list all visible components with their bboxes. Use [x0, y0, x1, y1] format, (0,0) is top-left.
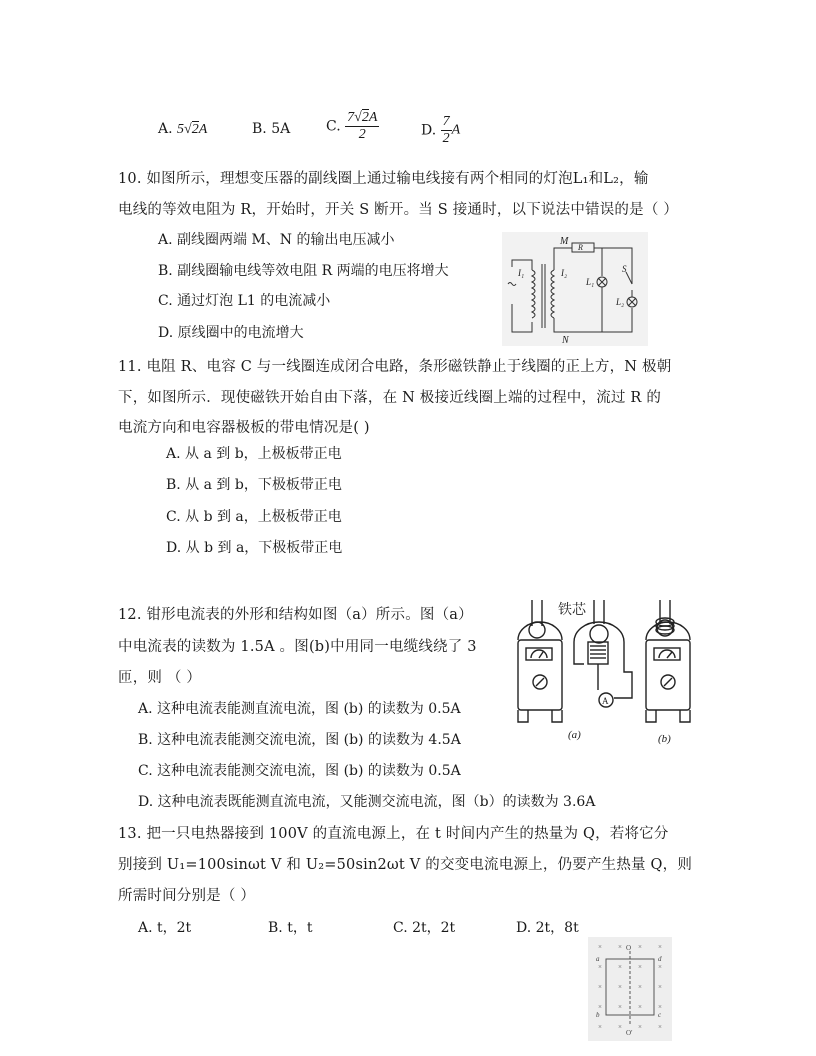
label-n: N [562, 335, 569, 346]
q10-transformer-figure [502, 232, 648, 346]
svg-text:×: × [658, 943, 662, 951]
q11-stem-line-1: 11. 电阻 R、电容 C 与一线圈连成闭合电路，条形磁铁静止于线圈的正上方，N 极朝 [118, 359, 672, 375]
q11-stem-line-2: 下，如图所示．现使磁铁开始自由下落，在 N 极接近线圈上端的过程中，流过 R 的 [118, 390, 662, 406]
svg-text:×: × [638, 1003, 642, 1011]
fraction [345, 110, 379, 143]
q13-option-d: D. 2t，8t [516, 920, 579, 936]
svg-text:×: × [618, 983, 622, 991]
q13-stem-line-1: 13. 把一只电热器接到 100V 的直流电源上，在 t 时间内产生的热量为 Q，若将它分 [118, 826, 669, 842]
svg-text:×: × [618, 943, 622, 951]
label-l2: L₂ [616, 297, 625, 307]
label-b: b [596, 1011, 600, 1019]
q11-option-d: D. 从 b 到 a，下极板带正电 [166, 540, 343, 556]
q9-option-c [326, 110, 379, 143]
q10-stem-line-2: 电线的等效电阻为 R，开始时，开关 S 断开。当 S 接通时，以下说法中错误的是（ ） [118, 202, 679, 218]
q11-option-a: A. 从 a 到 b，上极板带正电 [166, 446, 342, 462]
q12-stem-line-1: 12. 钳形电流表的外形和结构如图（a）所示。图（a） [118, 607, 473, 623]
unit: A [368, 110, 378, 125]
q12-option-a: A. 这种电流表能测直流电流，图 (b) 的读数为 0.5A [138, 701, 461, 717]
svg-text:×: × [598, 983, 602, 991]
q9-option-d [421, 114, 460, 147]
q13-option-a: A. t，2t [138, 920, 192, 936]
svg-text:×: × [658, 1023, 662, 1031]
numerator: 7 [442, 114, 450, 129]
denominator: 2 [358, 127, 366, 142]
label-s: S [622, 264, 627, 274]
q11-option-b: B. 从 a 到 b，下极板带正电 [166, 477, 342, 493]
fraction [441, 114, 452, 147]
numerator-coef: 7 [347, 110, 355, 125]
svg-text:×: × [618, 1023, 622, 1031]
q13-option-b: B. t，t [268, 920, 313, 936]
q11-stem-line-3: 电流方向和电容器极板的带电情况是( ) [118, 420, 370, 436]
denominator: 2 [442, 131, 450, 146]
svg-text:×: × [598, 963, 602, 971]
label-m: M [560, 236, 569, 247]
label-a: a [596, 955, 600, 963]
q10-option-b: B. 副线圈输电线等效电阻 R 两端的电压将增大 [158, 263, 449, 279]
sqrt-symbol: √ [354, 110, 362, 125]
q9-option-a [158, 121, 207, 138]
q12-stem-line-3: 匝，则 （ ） [118, 670, 202, 686]
q10-stem-line-1: 10. 如图所示，理想变压器的副线圈上通过输电线接有两个相同的灯泡L₁和L₂，输 [118, 171, 649, 187]
label-ammeter: A [602, 696, 609, 706]
svg-text:×: × [598, 943, 602, 951]
q12-option-d: D. 这种电流表既能测直流电流，又能测交流电流，图（b）的读数为 3.6A [138, 794, 596, 810]
unit: A [198, 122, 208, 137]
svg-text:×: × [638, 943, 642, 951]
q9-option-b: B. 5A [252, 121, 291, 137]
radicand: 2 [191, 122, 199, 137]
radicand: 2 [361, 110, 369, 125]
coefficient: 5 [177, 122, 185, 137]
q13-stem-line-3: 所需时间分别是（ ） [118, 888, 256, 904]
q11-option-c: C. 从 b 到 a，上极板带正电 [166, 509, 342, 525]
label-fig-b: (b) [658, 733, 671, 745]
svg-text:×: × [618, 1003, 622, 1011]
q13-stem-line-2: 别接到 U₁=100sinωt V 和 U₂=50sin2ωt V 的交变电流电源上，仍要产生热量 Q，则 [118, 857, 693, 873]
label-o-prime: O′ [626, 1029, 633, 1037]
label-i2: I₂ [561, 268, 568, 278]
option-label: A. [158, 121, 173, 137]
svg-text:×: × [638, 1023, 642, 1031]
svg-text:×: × [638, 983, 642, 991]
option-label: D. [421, 122, 437, 139]
q12-option-c: C. 这种电流表能测交流电流，图 (b) 的读数为 0.5A [138, 763, 461, 779]
q10-option-c: C. 通过灯泡 L1 的电流减小 [158, 293, 331, 309]
svg-text:×: × [658, 963, 662, 971]
sqrt-symbol: √ [184, 122, 192, 137]
svg-text:×: × [598, 1003, 602, 1011]
q12-stem-line-2: 中电流表的读数为 1.5A 。图(b)中用同一电缆线绕了 3 [118, 639, 477, 655]
unit: A [451, 122, 461, 138]
label-o: O [626, 944, 632, 952]
label-l1: L₁ [586, 277, 595, 287]
q14-magnetic-field-figure [588, 937, 672, 1041]
svg-text:×: × [658, 1003, 662, 1011]
label-c: c [658, 1011, 662, 1019]
label-iron-core: 铁芯 [558, 603, 586, 618]
q10-option-d: D. 原线圈中的电流增大 [158, 325, 304, 341]
label-i1: I₁ [518, 268, 525, 278]
svg-text:×: × [598, 1023, 602, 1031]
label-fig-a: (a) [568, 729, 581, 741]
svg-text:×: × [638, 963, 642, 971]
option-label: C. [326, 118, 341, 135]
label-r: R [578, 243, 583, 252]
q12-option-b: B. 这种电流表能测交流电流，图 (b) 的读数为 4.5A [138, 732, 461, 748]
q13-option-c: C. 2t，2t [393, 920, 456, 936]
q10-option-a: A. 副线圈两端 M、N 的输出电压减小 [158, 232, 395, 248]
q12-clamp-meter-figure [510, 598, 706, 748]
svg-text:×: × [618, 963, 622, 971]
label-d: d [658, 955, 662, 963]
svg-text:×: × [658, 983, 662, 991]
